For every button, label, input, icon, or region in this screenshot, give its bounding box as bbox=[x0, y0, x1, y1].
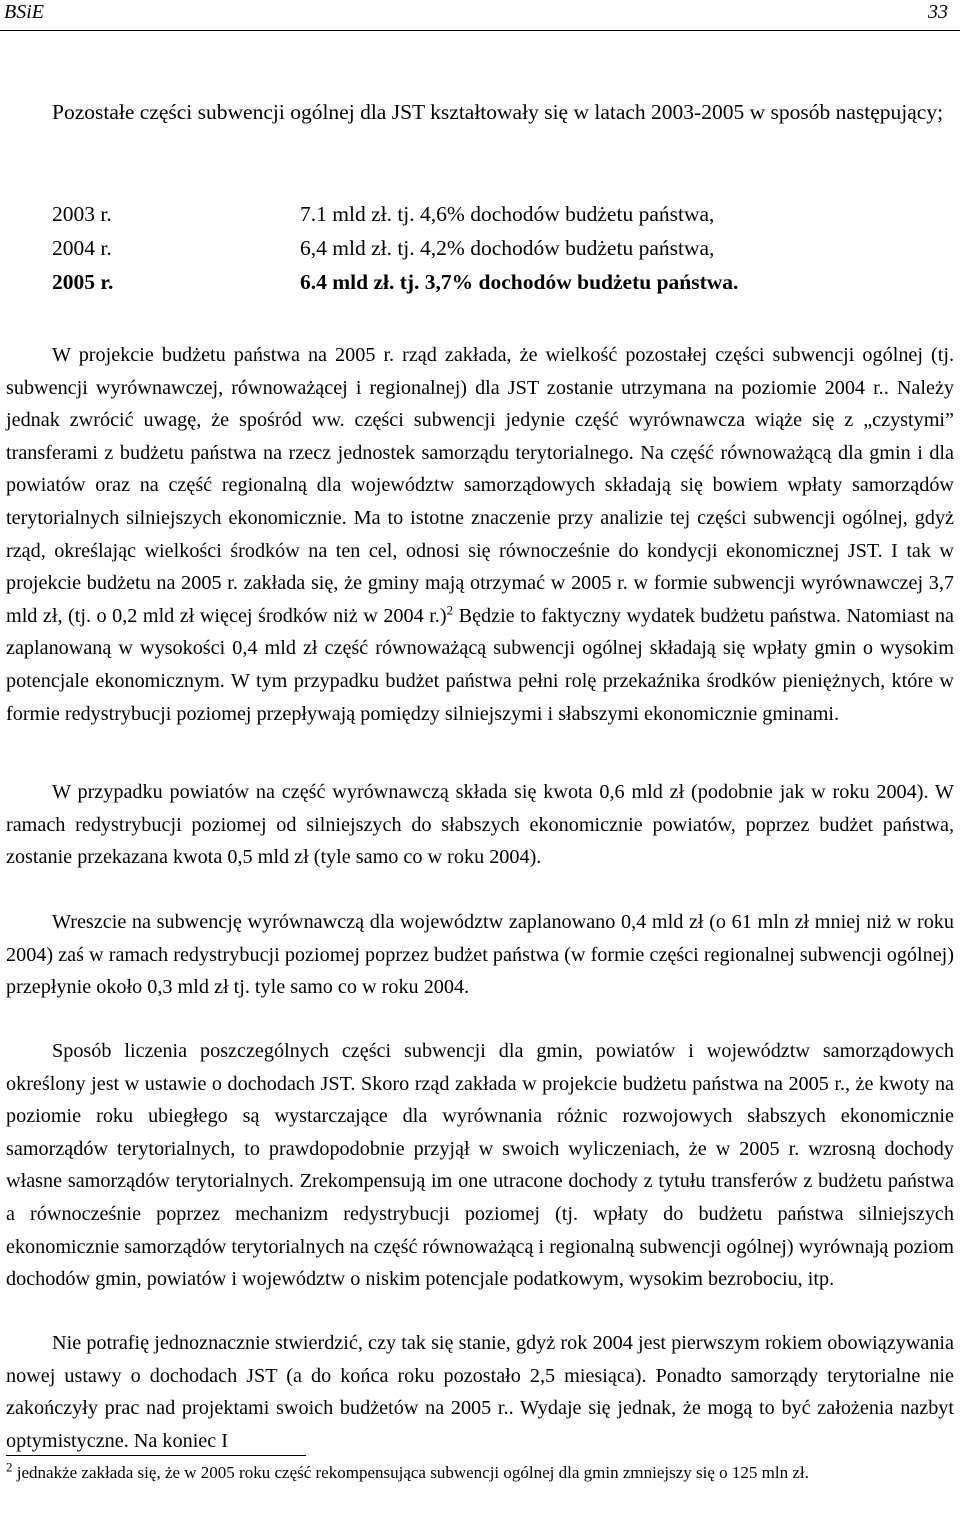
year-label: 2005 r. bbox=[52, 270, 114, 294]
paragraph-text: Będzie to faktyczny wydatek budżetu państwa. Natomiast na zaplanowaną w wysokości 0,4 mld zł część równoważącą subwencji ogólnej składają się wpłaty gmin o wysokim potencjale ekonomicznym. W tym przypadku budżet państwa pełni rolę przekaźnika środków pieniężnych, które w formie redystrybucji poziomej przepływają pomiędzy silniejszymi i słabszymi ekonomicznie gminami. bbox=[6, 604, 954, 725]
running-header bbox=[0, 0, 960, 31]
body-paragraph: Nie potrafię jednoznacznie stwierdzić, czy tak się stanie, gdyż rok 2004 jest pierwszym rokiem obowiązywania nowej ustawy o dochodach JST (a do końca roku pozostało 2,5 miesiąca). Ponadto samorządy terytorialne nie zakończyły prac nad projektami swoich budżetów na 2005 r.. Wydaje się jednak, że mogą to być założenia nazbyt optymistyczne. Na koniec I bbox=[6, 1332, 954, 1452]
year-label: 2004 r. bbox=[52, 236, 112, 260]
intro-paragraph: Pozostałe części subwencji ogólnej dla JST kształtowały się w latach 2003-2005 w sposób następujący; bbox=[52, 100, 944, 124]
body-paragraph: Wreszcie na subwencję wyrównawczą dla województw zaplanowano 0,4 mld zł (o 61 mln zł mniej niż w roku 2004) zaś w ramach redystrybucji poziomej poprzez budżet państwa (w formie części regionalnej subwencji ogólnej) przepłynie około 0,3 mld zł tj. tyle samo co w roku 2004. bbox=[6, 911, 954, 999]
year-amount: 6.4 mld zł. tj. 3,7% dochodów budżetu państwa. bbox=[300, 270, 739, 294]
body-paragraph bbox=[6, 339, 954, 730]
year-label: 2003 r. bbox=[52, 202, 112, 226]
body-paragraph: W przypadku powiatów na część wyrównawczą składa się kwota 0,6 mld zł (podobnie jak w roku 2004). W ramach redystrybucji poziomej od silniejszych do słabszych ekonomicznie powiatów, poprzez budżet państwa, zostanie przekazana kwota 0,5 mld zł (tyle samo co w roku 2004). bbox=[6, 781, 954, 869]
footnote-text: jednakże zakłada się, że w 2005 roku część rekompensująca subwencji ogólnej dla gmin zmniejszy się o 125 mln zł. bbox=[12, 1463, 809, 1482]
paragraph-text: W projekcie budżetu państwa na 2005 r. rząd zakłada, że wielkość pozostałej części subwencji ogólnej (tj. subwencji wyrównawczej, równoważącej i regionalnej) dla JST zostanie utrzymana na poziomie 2004 r.. Należy jednak zwrócić uwagę, że spośród ww. części subwencji jedynie część wyrównawcza wiąże się z „czystymi” transferami z budżetu państwa na rzecz jednostek samorządu terytorialnego. Na część równoważącą dla gmin i dla powiatów oraz na część regionalną dla województw samorządowych składają się bowiem wpłaty samorządów terytorialnych silniejszych ekonomicznie. Ma to istotne znaczenie przy analizie tej części subwencji ogólnej, gdyż rząd, określając wielkości środków na ten cel, odnosi się równocześnie do kondycji ekonomicznej JST. I tak w projekcie budżetu na 2005 r. zakłada się, że gminy mają otrzymać w 2005 r. w formie subwencji wyrównawczej 3,7 mld zł, (tj. o 0,2 mld zł więcej środków niż w 2004 r.) bbox=[6, 344, 954, 627]
footnote-separator bbox=[6, 1455, 306, 1456]
body-paragraph: Sposób liczenia poszczególnych części subwencji dla gmin, powiatów i województw samorządowych określony jest w ustawie o dochodach JST. Skoro rząd zakłada w projekcie budżetu państwa na 2005 r., że kwoty na poziomie roku ubiegłego są wystarczające dla wyrównania różnic rozwojowych słabszych ekonomicznie samorządów terytorialnych, to prawdopodobnie przyjął w swoich wyliczeniach, że w 2005 r. wzrosną dochody własne samorządów terytorialnych. Zrekompensują im one utracone dochody z tytułu transferów z budżetu państwa a równocześnie poprzez mechanizm redystrybucji poziomej (tj. wpłaty do budżetu państwa silniejszych ekonomicznie samorządów terytorialnych na część równoważącą i regionalną subwencji ogólnej) wyrównają poziom dochodów gmin, powiatów i województw o niskim potencjale podatkowym, wysokim bezrobociu, itp. bbox=[6, 1040, 954, 1291]
footnote-reference: 2 bbox=[446, 602, 454, 618]
year-amount: 7.1 mld zł. tj. 4,6% dochodów budżetu państwa, bbox=[300, 202, 715, 226]
footnote bbox=[6, 1459, 946, 1484]
page-number: 33 bbox=[928, 1, 948, 23]
header-journal-name: BSiE bbox=[4, 1, 44, 23]
year-amount: 6,4 mld zł. tj. 4,2% dochodów budżetu państwa, bbox=[300, 236, 715, 260]
footnote-mark: 2 bbox=[6, 1459, 13, 1475]
